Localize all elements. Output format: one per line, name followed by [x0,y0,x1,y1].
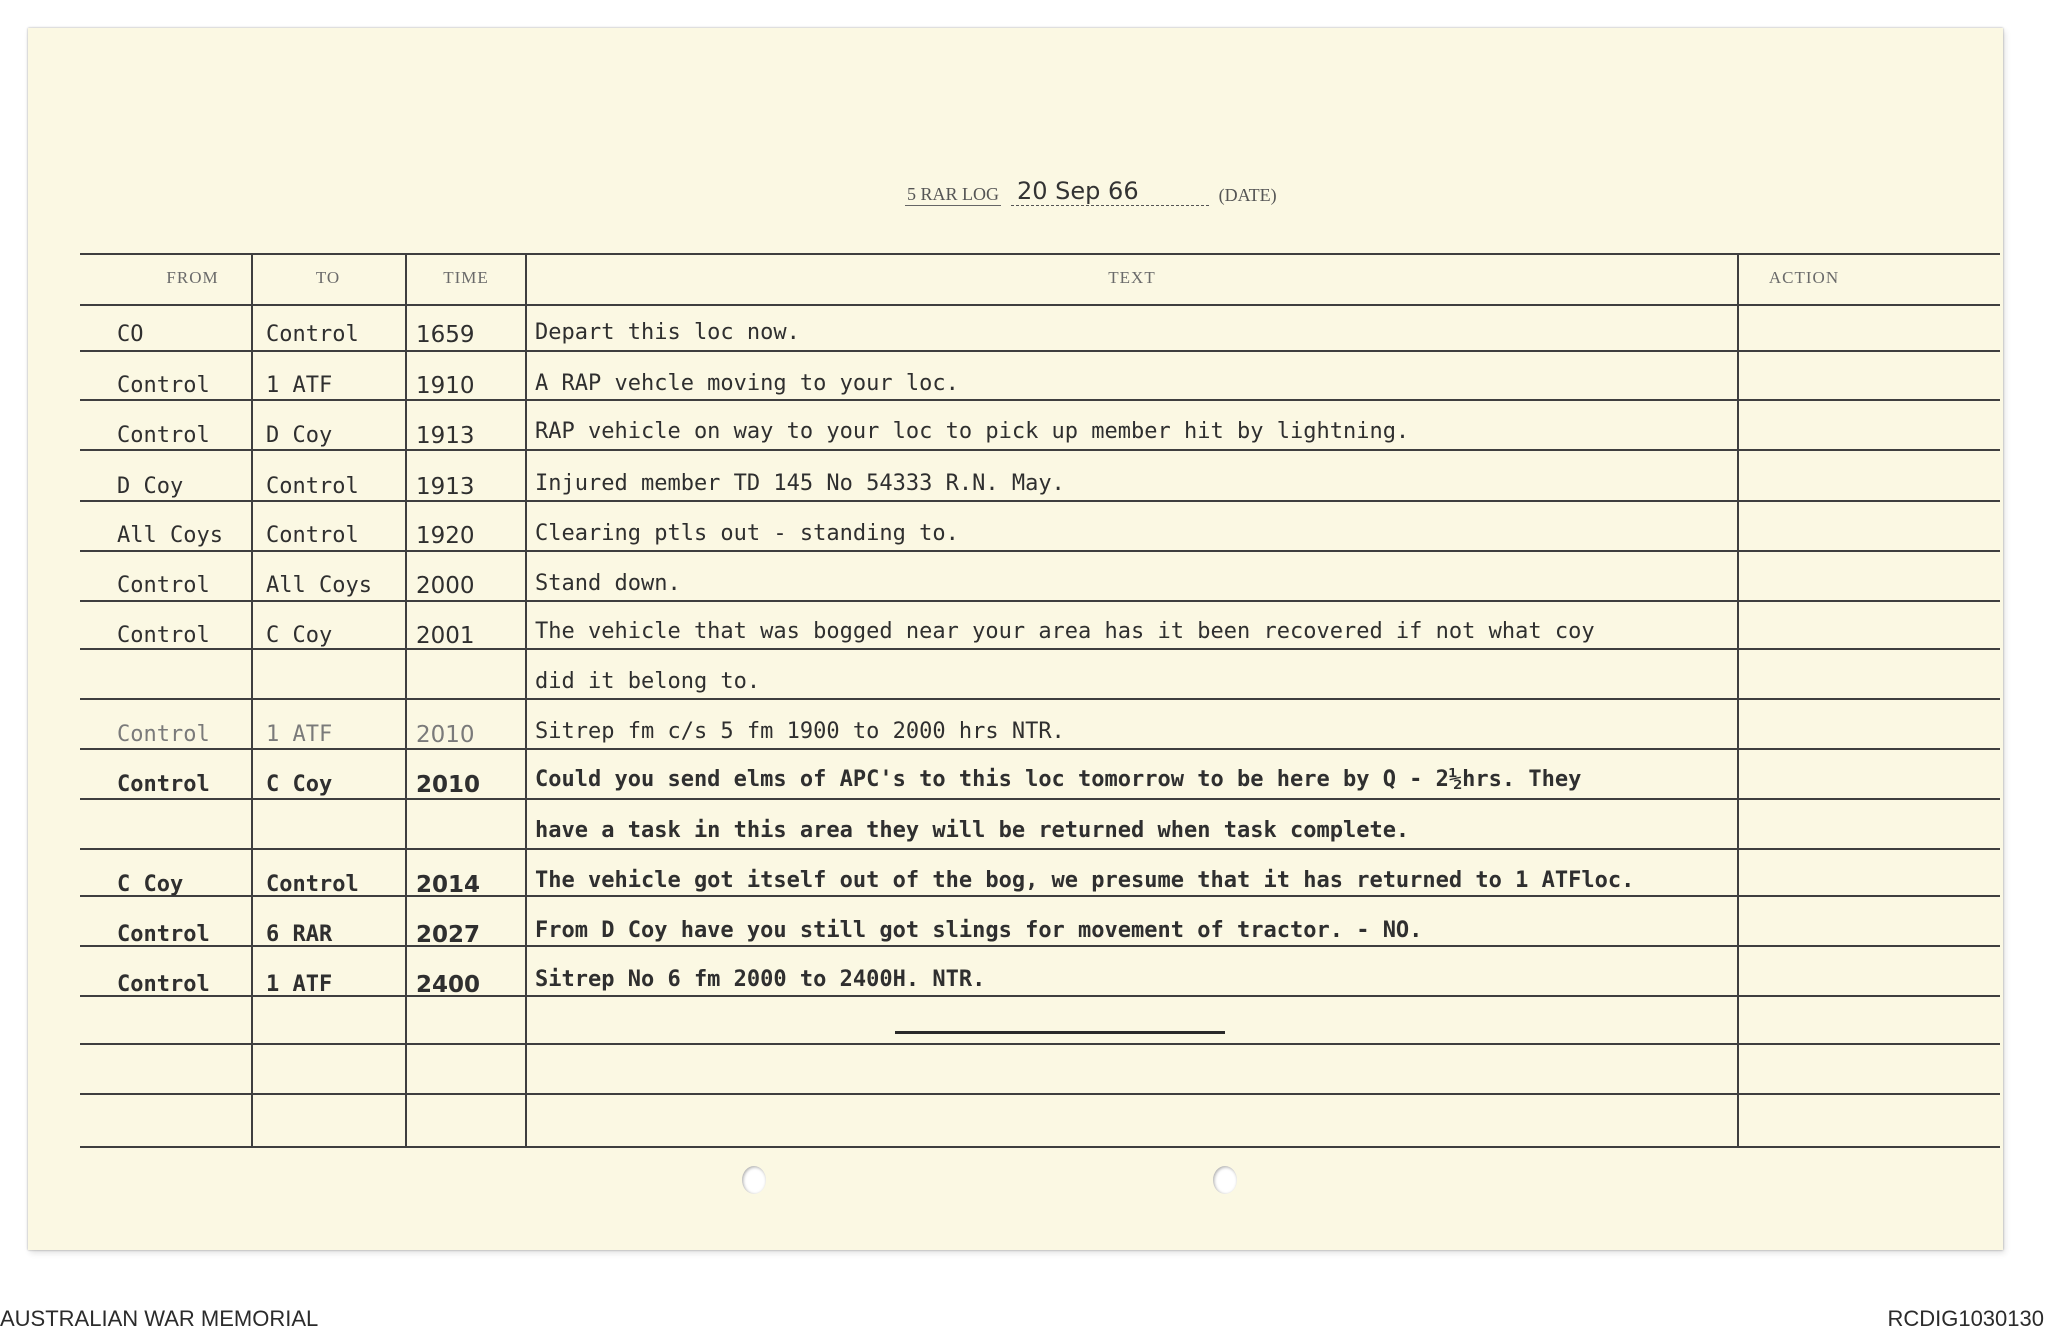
column-header-time: TIME [443,268,489,287]
table-top-rule [80,253,2000,255]
cell-to: Control [266,523,359,548]
column-divider [525,255,527,1146]
cell-text: Injured member TD 145 No 54333 R.N. May. [535,471,1065,496]
cell-text: Sitrep fm c/s 5 fm 1900 to 2000 hrs NTR. [535,719,1065,744]
cell-from: C Coy [117,872,184,897]
column-header-action: ACTION [1768,268,1840,287]
cell-from: Control [117,573,210,598]
cell-to: Control [266,872,359,897]
cell-text: Depart this loc now. [535,320,800,345]
cell-from: All Coys [117,523,223,548]
cell-text: RAP vehicle on way to your loc to pick up member hit by lightning. [535,419,1410,444]
cell-time: 1659 [416,322,475,348]
cell-text: Clearing ptls out - standing to. [535,521,959,546]
row-rule [80,500,2000,502]
cell-from: Control [117,722,210,747]
column-divider [1737,255,1739,1146]
cell-time: 1913 [416,474,475,500]
cell-time: 1913 [416,423,475,449]
cell-to: 6 RAR [266,922,333,947]
cell-to: 1 ATF [266,972,333,997]
cell-time: 2010 [416,722,475,748]
cell-to: 1 ATF [266,722,333,747]
cell-text: A RAP vehcle moving to your loc. [535,371,959,396]
header-bottom-rule [80,304,2000,306]
cell-to: 1 ATF [266,373,333,398]
cell-from: Control [117,423,210,448]
row-rule [80,600,2000,602]
cell-time: 1910 [416,373,475,399]
cell-to: Control [266,322,359,347]
column-header-to: TO [315,268,341,287]
row-rule [80,1093,2000,1095]
column-divider [251,255,253,1146]
cell-from: Control [117,772,210,797]
row-rule [80,1043,2000,1045]
row-rule [80,648,2000,650]
cell-text: The vehicle that was bogged near your area has it been recovered if not what coy [535,619,1595,644]
cell-text: From D Coy have you still got slings for movement of tractor. - NO. [535,918,1423,943]
cell-text: Stand down. [535,571,681,596]
cell-from: Control [117,972,210,997]
row-rule [80,945,2000,947]
table-bottom-rule [80,1146,2000,1148]
cell-from: Control [117,373,210,398]
cell-from: D Coy [117,474,184,499]
column-header-from: FROM [166,268,219,287]
row-rule [80,895,2000,897]
cell-time: 2027 [416,922,481,948]
punch-hole [1213,1166,1237,1194]
log-date: 20 Sep 66 [1011,177,1209,206]
row-rule [80,449,2000,451]
date-caption: (DATE) [1218,185,1277,205]
cell-text: The vehicle got itself out of the bog, we presume that it has returned to 1 ATFloc. [535,868,1635,893]
row-rule [80,848,2000,850]
cell-from: Control [117,623,210,648]
cell-time: 2001 [416,623,475,649]
cell-from: CO [117,322,144,347]
row-rule [80,350,2000,352]
row-rule [80,399,2000,401]
cell-time: 2000 [416,573,475,599]
end-of-log-underline [895,1031,1225,1034]
cell-text: have a task in this area they will be returned when task complete. [535,818,1410,843]
cell-time: 1920 [416,523,475,549]
cell-to: C Coy [266,772,333,797]
row-rule [80,550,2000,552]
cell-to: Control [266,474,359,499]
cell-to: C Coy [266,623,333,648]
cell-text: did it belong to. [535,669,761,694]
column-header-text: TEXT [1108,268,1156,287]
column-divider [405,255,407,1146]
row-rule [80,995,2000,997]
cell-to: All Coys [266,573,372,598]
cell-text: Could you send elms of APC's to this loc tomorrow to be here by Q - 2½hrs. They [535,767,1582,792]
log-title [905,176,1277,206]
cell-time: 2014 [416,872,481,898]
cell-time: 2010 [416,772,481,798]
cell-time: 2400 [416,972,481,998]
punch-hole [742,1166,766,1194]
archive-credit: AUSTRALIAN WAR MEMORIAL [0,1306,319,1331]
log-title-prefix: 5 RAR LOG [907,184,1000,204]
cell-text: Sitrep No 6 fm 2000 to 2400H. NTR. [535,967,986,992]
row-rule [80,698,2000,700]
archive-reference: RCDIG1030130 [1887,1306,2044,1331]
cell-to: D Coy [266,423,333,448]
row-rule [80,748,2000,750]
row-rule [80,798,2000,800]
cell-from: Control [117,922,210,947]
